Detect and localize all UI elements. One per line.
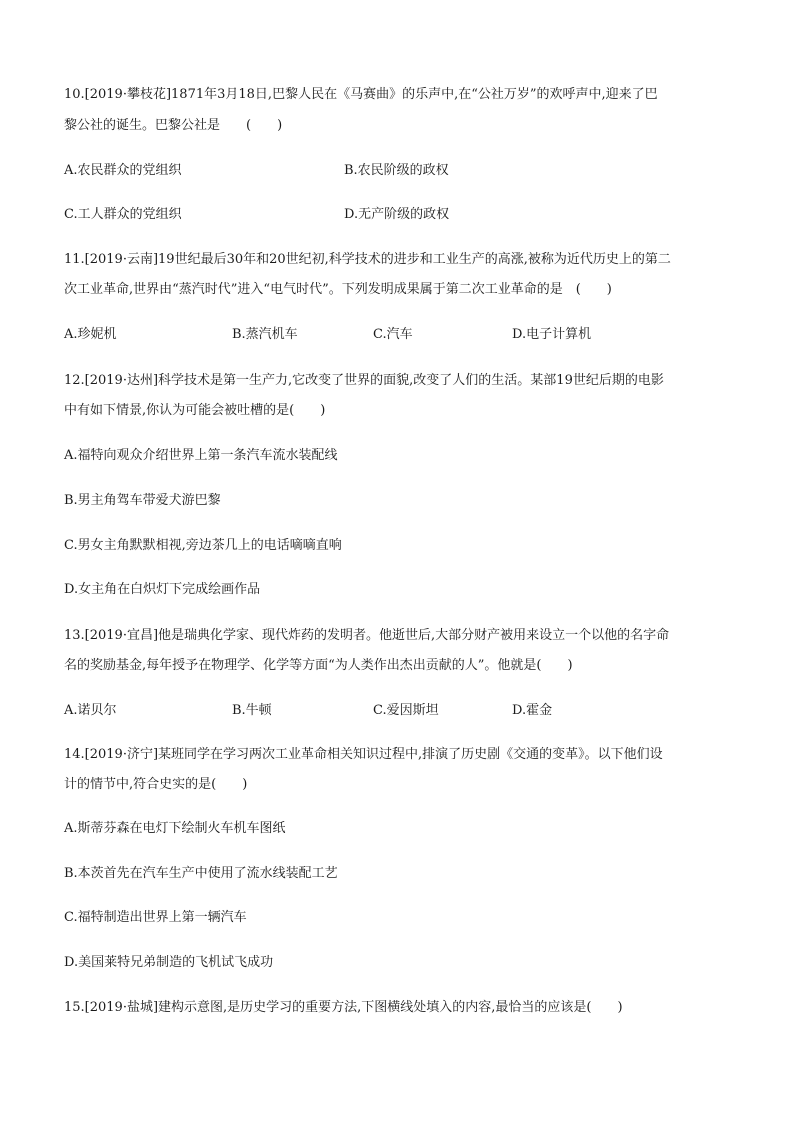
question-10-line-2: 黎公社的诞生。巴黎公社是 ( ) bbox=[64, 118, 283, 133]
question-10-option-d[interactable]: D.无产阶级的政权 bbox=[344, 207, 450, 222]
question-14-option-a[interactable]: A.斯蒂芬森在电灯下绘制火车机车图纸 bbox=[64, 821, 286, 836]
question-12-line-1: 12.[2019·达州]科学技术是第一生产力,它改变了世界的面貌,改变了人们的生活。某部19世纪后期的电影 bbox=[64, 373, 664, 388]
question-10-option-b[interactable]: B.农民阶级的政权 bbox=[344, 163, 449, 178]
question-14-option-d[interactable]: D.美国莱特兄弟制造的飞机试飞成功 bbox=[64, 955, 274, 970]
question-13-option-b[interactable]: B.牛顿 bbox=[232, 703, 272, 718]
question-11-option-a[interactable]: A.珍妮机 bbox=[64, 327, 117, 342]
question-12-option-a[interactable]: A.福特向观众介绍世界上第一条汽车流水装配线 bbox=[64, 448, 338, 463]
question-11-option-c[interactable]: C.汽车 bbox=[373, 327, 413, 342]
question-11-option-b[interactable]: B.蒸汽机车 bbox=[232, 327, 298, 342]
question-14-line-1: 14.[2019·济宁]某班同学在学习两次工业革命相关知识过程中,排演了历史剧《交通的变革》。以下他们设 bbox=[64, 747, 663, 762]
question-12-option-b[interactable]: B.男主角驾车带爱犬游巴黎 bbox=[64, 493, 221, 508]
question-11-line-2: 次工业革命,世界由“蒸汽时代”进入“电气时代”。下列发明成果属于第二次工业革命的是 ( ) bbox=[64, 282, 612, 297]
question-12-option-c[interactable]: C.男女主角默默相视,旁边茶几上的电话嘀嘀直响 bbox=[64, 538, 342, 553]
question-14-option-b[interactable]: B.本茨首先在汽车生产中使用了流水线装配工艺 bbox=[64, 866, 338, 881]
question-10-option-a[interactable]: A.农民群众的党组织 bbox=[64, 163, 182, 178]
question-10-line-1: 10.[2019·攀枝花]1871年3月18日,巴黎人民在《马赛曲》的乐声中,在“公社万岁”的欢呼声中,迎来了巴 bbox=[64, 87, 658, 102]
question-13-option-d[interactable]: D.霍金 bbox=[512, 703, 553, 718]
question-10-option-c[interactable]: C.工人群众的党组织 bbox=[64, 207, 182, 222]
question-11-line-1: 11.[2019·云南]19世纪最后30年和20世纪初,科学技术的进步和工业生产的高涨,被称为近代历史上的第二 bbox=[64, 252, 671, 267]
question-14-line-2: 计的情节中,符合史实的是( ) bbox=[64, 777, 248, 792]
question-12-option-d[interactable]: D.女主角在白炽灯下完成绘画作品 bbox=[64, 582, 261, 597]
question-14-option-c[interactable]: C.福特制造出世界上第一辆汽车 bbox=[64, 910, 247, 925]
question-13-option-c[interactable]: C.爱因斯坦 bbox=[373, 703, 439, 718]
question-15-line-1: 15.[2019·盐城]建构示意图,是历史学习的重要方法,下图横线处填入的内容,最恰当的应该是( ) bbox=[64, 1000, 623, 1015]
question-12-line-2: 中有如下情景,你认为可能会被吐槽的是( ) bbox=[64, 403, 326, 418]
question-13-line-1: 13.[2019·宜昌]他是瑞典化学家、现代炸药的发明者。他逝世后,大部分财产被用来设立一个以他的名字命 bbox=[64, 628, 670, 643]
question-13-option-a[interactable]: A.诺贝尔 bbox=[64, 703, 117, 718]
question-13-line-2: 名的奖励基金,每年授予在物理学、化学等方面“为人类作出杰出贡献的人”。他就是( ) bbox=[64, 658, 573, 673]
question-11-option-d[interactable]: D.电子计算机 bbox=[512, 327, 592, 342]
